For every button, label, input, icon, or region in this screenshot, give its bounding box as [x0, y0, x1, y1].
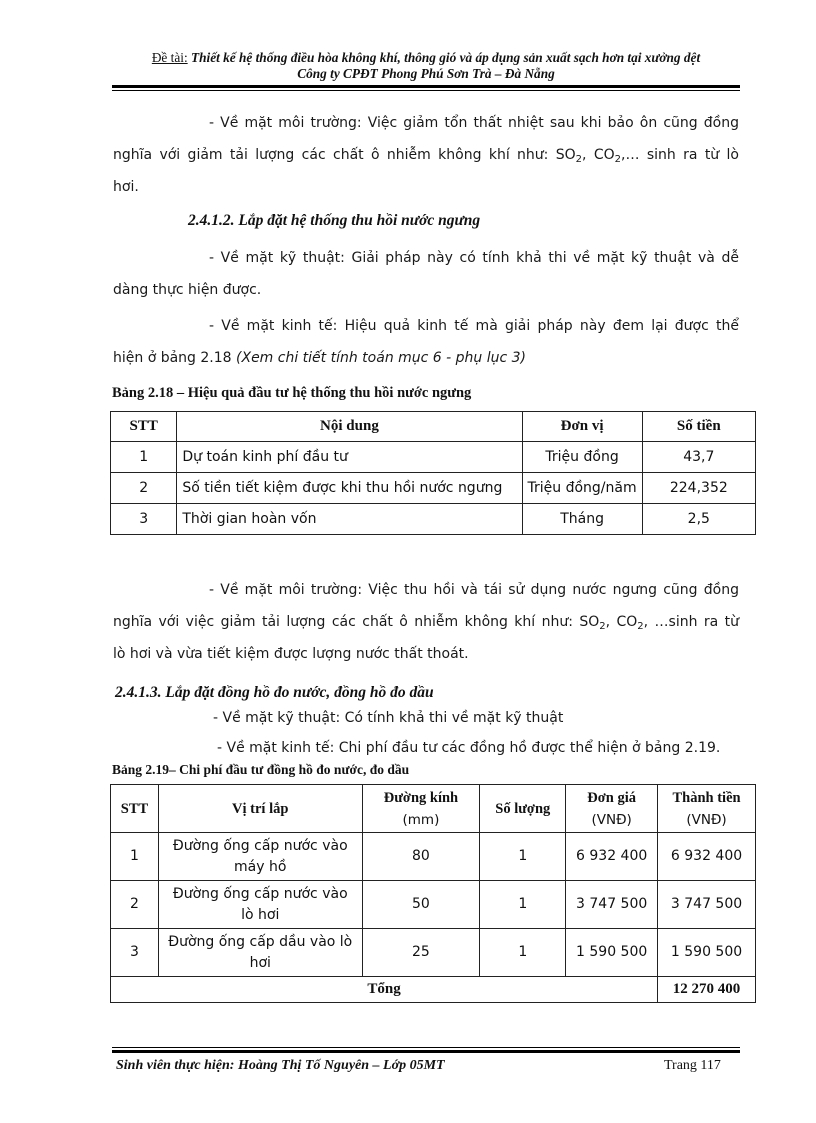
cell-amount: 2,5	[642, 504, 755, 535]
col-header-quantity: Số lượng	[480, 785, 566, 833]
cell-position	[158, 929, 362, 977]
cell-diameter: 80	[362, 833, 480, 881]
cell-stt: 2	[111, 881, 159, 929]
cell-unit-price: 6 932 400	[566, 833, 658, 881]
col-header-total	[658, 785, 756, 833]
unit-price-unit: (VNĐ)	[591, 811, 632, 828]
cell-content: Thời gian hoàn vốn	[177, 504, 522, 535]
cell-quantity: 1	[480, 881, 566, 929]
paragraph-technical-1	[113, 242, 739, 306]
header-rule-thick	[112, 85, 740, 88]
para1-line3: hơi.	[113, 179, 139, 195]
total-label-cell: Tổng	[111, 977, 658, 1003]
table-row	[111, 881, 756, 929]
para1-line2c: ,… sinh ra từ lò	[621, 147, 739, 163]
position-line1: Đường ống cấp nước vào	[172, 885, 348, 902]
cell-stt: 2	[111, 473, 177, 504]
col-header-unit: Đơn vị	[522, 412, 642, 442]
cell-unit: Triệu đồng/năm	[522, 473, 642, 504]
table-row	[111, 442, 756, 473]
header-title-line2: Công ty CPĐT Phong Phú Sơn Trà – Đà Nẵng	[297, 66, 555, 81]
cell-amount: 224,352	[642, 473, 755, 504]
table-row	[111, 929, 756, 977]
para2-line2: dàng thực hiện được.	[113, 282, 262, 298]
para4-line2a: nghĩa với việc giảm tải lượng các chất ô nhiễm không khí như: SO	[113, 614, 600, 630]
para3-italic-reference: (Xem chi tiết tính toán mục 6 - phụ lục 3)	[236, 350, 527, 366]
footer-author: Sinh viên thực hiện: Hoàng Thị Tố Nguyên – Lớp 05MT	[116, 1058, 445, 1073]
header-rule-thin	[112, 90, 740, 91]
table-row	[111, 504, 756, 535]
table-row	[111, 833, 756, 881]
para4-sub-so2: 2	[599, 621, 606, 632]
footer-rule-thick	[112, 1050, 740, 1053]
cell-diameter: 50	[362, 881, 480, 929]
para1-line1: - Về mặt môi trường: Việc giảm tổn thất nhiệt sau khi bảo ôn cũng đồng	[209, 115, 739, 131]
para4-line3: lò hơi và vừa tiết kiệm được lượng nước thất thoát.	[113, 646, 469, 662]
para1-line2a: nghĩa với giảm tải lượng các chất ô nhiễm không khí như: SO	[113, 147, 576, 163]
section-heading-2-4-1-2: 2.4.1.2. Lắp đặt hệ thống thu hồi nước ngưng	[188, 212, 481, 229]
cell-position	[158, 833, 362, 881]
col-header-unit-price	[566, 785, 658, 833]
cell-unit: Tháng	[522, 504, 642, 535]
cell-total: 3 747 500	[658, 881, 756, 929]
unit-price-label: Đơn giá	[587, 789, 637, 806]
cell-quantity: 1	[480, 833, 566, 881]
header-title-line1: Thiết kế hệ thống điều hòa không khí, thông gió và áp dụng sản xuất sạch hơn tại xưởng dệt	[190, 50, 701, 65]
col-header-amount: Số tiền	[642, 412, 755, 442]
table-condensate-recovery	[110, 411, 756, 535]
header-label: Đề tài:	[151, 50, 188, 65]
total-unit: (VNĐ)	[686, 811, 727, 828]
table2-caption: Bảng 2.19– Chi phí đầu tư đồng hồ đo nước, đo dầu	[112, 762, 410, 777]
position-line1: Đường ống cấp nước vào	[172, 837, 348, 854]
position-line2: máy hồ	[234, 858, 287, 875]
cell-unit-price: 3 747 500	[566, 881, 658, 929]
position-line1: Đường ống cấp dầu vào lò	[168, 933, 353, 950]
cell-quantity: 1	[480, 929, 566, 977]
table-header-row	[111, 412, 756, 442]
cell-stt: 1	[111, 442, 177, 473]
cell-content: Dự toán kinh phí đầu tư	[177, 442, 522, 473]
table-row	[111, 473, 756, 504]
table-header-row	[111, 785, 756, 833]
para1-sub-so2: 2	[575, 154, 583, 165]
paragraph-economic-1	[113, 310, 739, 374]
footer-rule-thin	[112, 1047, 740, 1048]
para3-line1: - Về mặt kinh tế: Hiệu quả kinh tế mà giải pháp này đem lại được thể	[209, 318, 739, 334]
cell-stt: 3	[111, 929, 159, 977]
para5-line2: - Về mặt kinh tế: Chi phí đầu tư các đồng hồ được thể hiện ở bảng 2.19.	[217, 740, 721, 756]
para4-line2b: , CO	[605, 614, 638, 630]
para4-line1: - Về mặt môi trường: Việc thu hồi và tái sử dụng nước ngưng cũng đồng	[209, 582, 739, 598]
para1-line2b: , CO	[582, 147, 615, 163]
position-line2: lò hơi	[241, 906, 280, 923]
para1-sub-co2: 2	[614, 154, 622, 165]
total-value-cell: 12 270 400	[658, 977, 756, 1003]
cell-total: 6 932 400	[658, 833, 756, 881]
cell-unit: Triệu đồng	[522, 442, 642, 473]
para4-line2c: , …sinh ra từ	[643, 614, 739, 630]
footer-page-number: Trang 117	[664, 1058, 721, 1073]
cell-position	[158, 881, 362, 929]
cell-unit-price: 1 590 500	[566, 929, 658, 977]
para3-line2: hiện ở bảng 2.18	[113, 350, 237, 366]
paragraph-technical-economic-2	[113, 703, 739, 763]
total-label: Thành tiền	[672, 789, 741, 806]
col-header-stt: STT	[111, 412, 177, 442]
paragraph-environment-2	[113, 574, 739, 670]
para2-line1: - Về mặt kỹ thuật: Giải pháp này có tính khả thi về mặt kỹ thuật và dễ	[209, 250, 739, 266]
col-header-position: Vị trí lắp	[158, 785, 362, 833]
section-heading-2-4-1-3: 2.4.1.3. Lắp đặt đồng hồ đo nước, đồng hồ đo dầu	[115, 684, 434, 701]
col-header-stt: STT	[111, 785, 159, 833]
cell-stt: 3	[111, 504, 177, 535]
position-line2: hơi	[249, 954, 271, 971]
diameter-unit: (mm)	[402, 811, 440, 828]
col-header-diameter	[362, 785, 480, 833]
table-total-row	[111, 977, 756, 1003]
cell-total: 1 590 500	[658, 929, 756, 977]
diameter-label: Đường kính	[383, 789, 459, 806]
cell-stt: 1	[111, 833, 159, 881]
para5-line1: - Về mặt kỹ thuật: Có tính khả thi về mặt kỹ thuật	[213, 710, 564, 726]
cell-content: Số tiền tiết kiệm được khi thu hồi nước ngưng	[177, 473, 522, 504]
page-header	[112, 50, 740, 82]
table1-caption: Bảng 2.18 – Hiệu quả đầu tư hệ thống thu hồi nước ngưng	[112, 385, 472, 401]
cell-amount: 43,7	[642, 442, 755, 473]
para4-sub-co2: 2	[637, 621, 644, 632]
col-header-content: Nội dung	[177, 412, 522, 442]
table-meter-costs	[110, 784, 756, 1003]
cell-diameter: 25	[362, 929, 480, 977]
paragraph-environment-1	[113, 107, 739, 203]
